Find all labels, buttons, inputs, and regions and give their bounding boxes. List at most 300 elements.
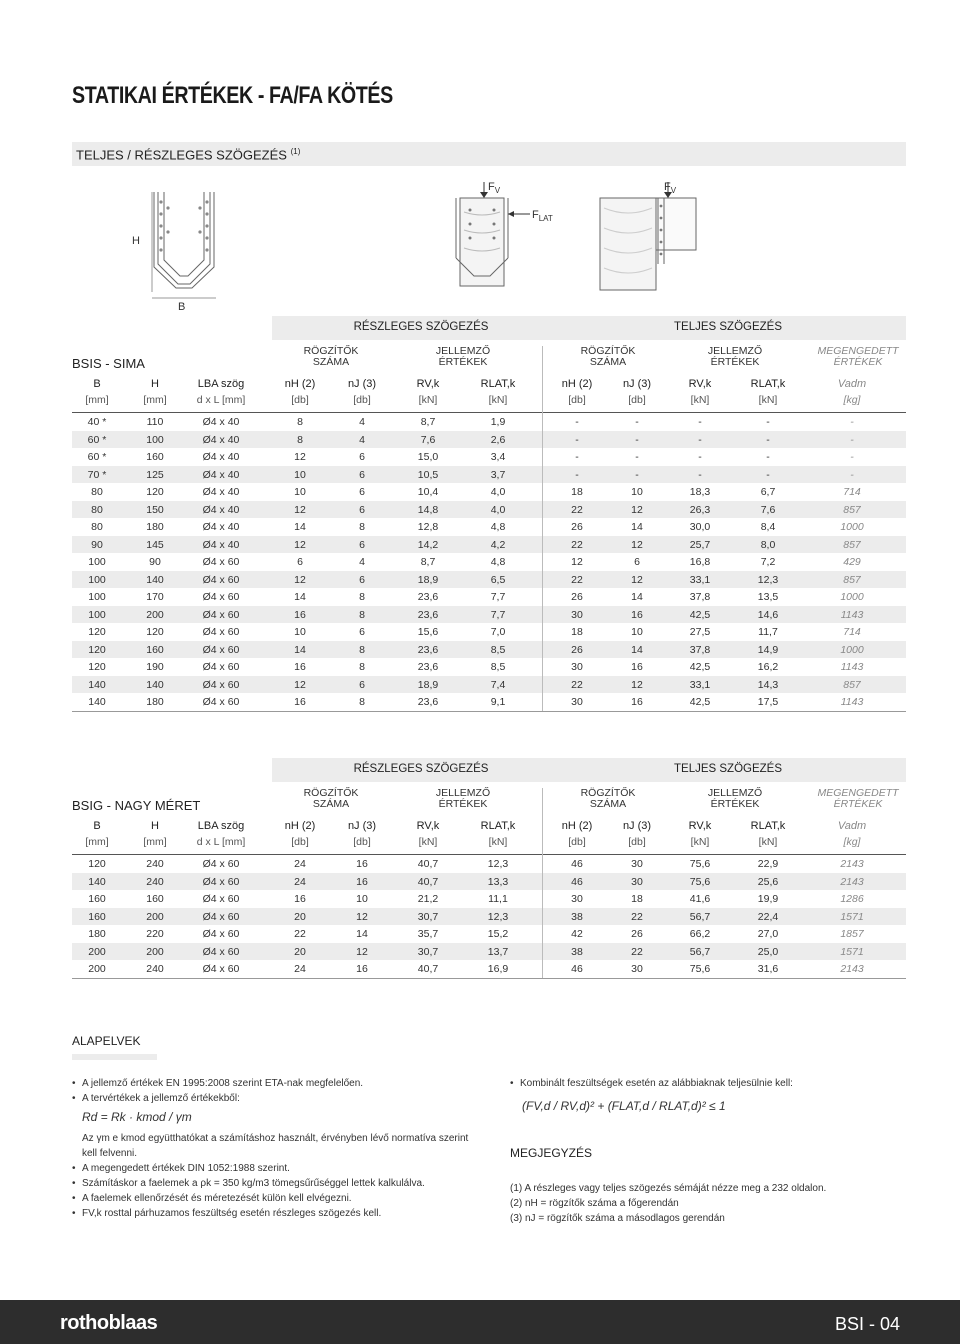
column-header: nH (2) bbox=[561, 820, 593, 832]
table-row bbox=[72, 676, 906, 694]
table-row bbox=[72, 518, 906, 536]
table-cell: 22,4 bbox=[757, 910, 779, 923]
table-cell: - bbox=[698, 468, 702, 481]
table-cell: 42,5 bbox=[689, 696, 711, 708]
table-cell: Ø4 x 40 bbox=[202, 433, 240, 446]
table-cell: 23,6 bbox=[417, 696, 439, 708]
table-cell: 12,3 bbox=[487, 910, 509, 923]
column-header: RV,k bbox=[688, 378, 712, 390]
table-cell: Ø4 x 60 bbox=[202, 928, 240, 940]
table-cell: 46 bbox=[571, 875, 583, 888]
table-cell: 2143 bbox=[840, 875, 864, 888]
combined-formula: (FV,d / RV,d)² + (FLAT,d / RLAT,d)² ≤ 1 bbox=[522, 1099, 726, 1113]
table-cell: 857 bbox=[843, 573, 861, 586]
table-cell: 1000 bbox=[840, 591, 864, 603]
table-cell: 13,7 bbox=[487, 945, 509, 958]
table-cell: 1143 bbox=[840, 661, 864, 673]
table-cell: 6 bbox=[359, 678, 365, 691]
table-cell: 22 bbox=[571, 503, 583, 516]
table-cell: 1286 bbox=[840, 893, 864, 905]
table-cell: 6 bbox=[634, 556, 640, 568]
table-cell: 60 * bbox=[87, 451, 107, 463]
table-cell: 10 bbox=[631, 486, 643, 498]
table-cell: 12 bbox=[294, 678, 306, 691]
table-cell: 7,6 bbox=[420, 433, 436, 446]
table-cell: 12 bbox=[356, 910, 368, 923]
table-cell: 40,7 bbox=[417, 963, 439, 975]
table-cell: 60 * bbox=[87, 433, 107, 446]
table-cell: 16,8 bbox=[689, 556, 711, 568]
table-row bbox=[72, 658, 906, 676]
table-cell: 75,6 bbox=[689, 875, 711, 888]
table-name: BSIS - SIMA bbox=[72, 356, 145, 371]
table-row bbox=[72, 536, 906, 554]
table-row bbox=[72, 855, 906, 873]
table-cell: 16,2 bbox=[757, 661, 779, 673]
table-cell: Ø4 x 60 bbox=[202, 875, 240, 888]
table-cell: 30 bbox=[631, 875, 643, 888]
table-cell: 125 bbox=[146, 468, 164, 481]
table-cell: 8 bbox=[359, 643, 365, 656]
table-cell: 1000 bbox=[840, 521, 864, 533]
column-group-label: MEGENGEDETT ÉRTÉKEK bbox=[817, 787, 899, 810]
table-cell: 31,6 bbox=[757, 963, 779, 975]
table-cell: 6 bbox=[359, 503, 365, 516]
column-unit: [kN] bbox=[758, 394, 778, 406]
table-cell: Ø4 x 40 bbox=[202, 416, 240, 428]
table-row bbox=[72, 623, 906, 641]
table-row bbox=[72, 483, 906, 501]
table-cell: 8 bbox=[297, 433, 303, 446]
table-cell: 10 bbox=[631, 626, 643, 638]
table-cell: Ø4 x 60 bbox=[202, 893, 240, 905]
table-cell: 80 bbox=[91, 521, 103, 533]
table-cell: 6,5 bbox=[490, 573, 506, 586]
column-header: B bbox=[93, 378, 101, 390]
table-cell: Ø4 x 60 bbox=[202, 945, 240, 958]
column-unit: [mm] bbox=[143, 394, 167, 406]
table-cell: 7,2 bbox=[760, 556, 776, 568]
table-cell: 23,6 bbox=[417, 643, 439, 656]
table-cell: Ø4 x 60 bbox=[202, 573, 240, 586]
table-cell: 120 bbox=[88, 661, 106, 673]
section-subtitle: TELJES / RÉSZLEGES SZÖGEZÉS $^{(1)}$ bbox=[76, 147, 301, 163]
table-cell: 37,8 bbox=[689, 643, 711, 656]
table-cell: 90 bbox=[91, 538, 103, 551]
table-cell: 70 * bbox=[87, 468, 107, 481]
connector-diagram bbox=[72, 172, 906, 318]
table-bottom-rule bbox=[72, 978, 906, 979]
table-cell: 56,7 bbox=[689, 945, 711, 958]
table-row bbox=[72, 413, 906, 431]
table-cell: 8,4 bbox=[760, 521, 776, 533]
table-cell: 240 bbox=[146, 963, 164, 975]
column-header: nJ (3) bbox=[347, 820, 377, 832]
table-cell: 10 bbox=[356, 893, 368, 905]
table-cell: 2,6 bbox=[490, 433, 506, 446]
table-cell: 22 bbox=[631, 910, 643, 923]
table-cell: 7,0 bbox=[490, 626, 506, 638]
table-cell: 14,3 bbox=[757, 678, 779, 691]
table-cell: 20 bbox=[294, 910, 306, 923]
table-cell: 30 bbox=[571, 608, 583, 621]
table-cell: - bbox=[698, 416, 702, 428]
note-item: (2) nH = rögzítők száma a főgerendán bbox=[510, 1198, 679, 1209]
column-unit: [db] bbox=[291, 394, 309, 406]
table-cell: 27,5 bbox=[689, 626, 711, 638]
table-row bbox=[72, 571, 906, 589]
table-cell: Ø4 x 60 bbox=[202, 858, 240, 870]
column-group-label: JELLEMZŐ ÉRTÉKEK bbox=[435, 787, 491, 810]
table-cell: 1143 bbox=[840, 608, 864, 621]
table-cell: 12 bbox=[631, 678, 643, 691]
table-cell: 857 bbox=[843, 503, 861, 516]
column-header: H bbox=[151, 820, 159, 832]
table-cell: 110 bbox=[146, 416, 164, 428]
table-cell: 75,6 bbox=[689, 963, 711, 975]
beam-section-partial bbox=[456, 198, 508, 286]
section-subtitle-bar bbox=[72, 142, 906, 166]
column-unit: [kN] bbox=[758, 836, 778, 848]
column-header: Vadm bbox=[837, 820, 867, 832]
table-cell: - bbox=[766, 416, 770, 428]
column-unit: d x L [mm] bbox=[196, 394, 246, 406]
column-group-label: RÖGZÍTŐK SZÁMA bbox=[303, 345, 359, 368]
table-cell: - bbox=[635, 433, 639, 446]
table-cell: 22 bbox=[294, 928, 306, 940]
table-cell: 22,9 bbox=[757, 858, 779, 870]
table-cell: 37,8 bbox=[689, 591, 711, 603]
table-cell: Ø4 x 40 bbox=[202, 521, 240, 533]
table-cell: 21,2 bbox=[417, 893, 439, 905]
table-cell: 145 bbox=[146, 538, 164, 551]
table-cell: 18,9 bbox=[417, 573, 439, 586]
table-cell: - bbox=[575, 416, 579, 428]
column-unit: [kN] bbox=[488, 836, 508, 848]
column-unit: [mm] bbox=[85, 394, 109, 406]
svg-text:FV: $F_V$ bbox=[664, 181, 677, 195]
table-cell: 220 bbox=[146, 928, 164, 940]
principle-item: • Számításkor a faelemek a ρk = 350 kg/m3 tömegsűrűséggel lettek kalkulálva. bbox=[72, 1176, 472, 1191]
column-unit: [db] bbox=[353, 394, 371, 406]
table-cell: 1,9 bbox=[490, 416, 506, 428]
table-cell: Ø4 x 40 bbox=[202, 451, 240, 463]
table-cell: 1143 bbox=[840, 696, 864, 708]
table-cell: 10,4 bbox=[417, 486, 439, 498]
table-cell: 8,5 bbox=[490, 643, 506, 656]
column-unit: [db] bbox=[628, 394, 646, 406]
table-cell: - bbox=[575, 433, 579, 446]
page-title: STATIKAI ÉRTÉKEK - FA/FA KÖTÉS bbox=[72, 82, 393, 109]
group-partial-header: RÉSZLEGES SZÖGEZÉS bbox=[272, 316, 570, 340]
table-cell: 16 bbox=[631, 608, 643, 621]
table-cell: 7,6 bbox=[760, 503, 776, 516]
table-cell: 35,7 bbox=[417, 928, 439, 940]
table-cell: 4,8 bbox=[490, 556, 506, 568]
table-name: BSIG - NAGY MÉRET bbox=[72, 798, 201, 813]
table-cell: 15,2 bbox=[487, 928, 509, 940]
table-cell: 12,3 bbox=[757, 573, 779, 586]
table-cell: 180 bbox=[88, 928, 106, 940]
table-cell: 1571 bbox=[840, 910, 864, 923]
table-cell: 9,1 bbox=[490, 696, 506, 708]
column-header: RLAT,k bbox=[750, 820, 786, 832]
table-cell: 41,6 bbox=[689, 893, 711, 905]
principle-item: Az γm e kmod együtthatókat a számításhoz használt, érvényben lévő normatíva szerint kell felvenni. bbox=[82, 1133, 469, 1159]
table-cell: 8,7 bbox=[420, 556, 436, 568]
column-unit: [mm] bbox=[143, 836, 167, 848]
column-unit: [kg] bbox=[843, 394, 861, 406]
table-cell: 100 bbox=[146, 433, 164, 446]
table-cell: 120 bbox=[88, 858, 106, 870]
group-partial-header: RÉSZLEGES SZÖGEZÉS bbox=[272, 758, 570, 782]
principles-heading: ALAPELVEK bbox=[72, 1034, 141, 1048]
table-cell: 46 bbox=[571, 963, 583, 975]
table-cell: 22 bbox=[571, 538, 583, 551]
table-cell: 6 bbox=[359, 451, 365, 463]
table-cell: - bbox=[850, 416, 854, 428]
table-cell: 14,2 bbox=[417, 538, 439, 551]
table-cell: 140 bbox=[88, 696, 106, 708]
table-cell: 857 bbox=[843, 678, 861, 691]
table-cell: 24 bbox=[294, 963, 306, 975]
column-group-label: RÖGZÍTŐK SZÁMA bbox=[580, 787, 636, 810]
beam-side-full bbox=[600, 198, 696, 290]
table-cell: - bbox=[575, 468, 579, 481]
column-header: RV,k bbox=[416, 820, 440, 832]
table-row bbox=[72, 588, 906, 606]
table-cell: Ø4 x 40 bbox=[202, 468, 240, 481]
table-cell: 10 bbox=[294, 486, 306, 498]
table-cell: 4 bbox=[359, 433, 365, 446]
table-row bbox=[72, 890, 906, 908]
note-item: (1) A részleges vagy teljes szögezés sémáját nézze meg a 232 oldalon. bbox=[510, 1183, 827, 1194]
table-cell: 20 bbox=[294, 945, 306, 958]
table-cell: 12,8 bbox=[417, 521, 439, 533]
table-row bbox=[72, 466, 906, 484]
table-cell: 30,0 bbox=[689, 521, 711, 533]
column-group-label: JELLEMZŐ ÉRTÉKEK bbox=[707, 345, 763, 368]
table-cell: 714 bbox=[843, 626, 861, 638]
group-full-header: TELJES SZÖGEZÉS bbox=[550, 316, 906, 340]
table-cell: - bbox=[850, 468, 854, 481]
table-cell: 30 bbox=[571, 696, 583, 708]
table-cell: Ø4 x 60 bbox=[202, 678, 240, 691]
table-cell: - bbox=[635, 451, 639, 463]
column-group-label: RÖGZÍTŐK SZÁMA bbox=[303, 787, 359, 810]
table-row bbox=[72, 960, 906, 978]
table-cell: 12 bbox=[631, 538, 643, 551]
table-cell: Ø4 x 40 bbox=[202, 486, 240, 498]
column-unit: [kg] bbox=[843, 836, 861, 848]
table-cell: 24 bbox=[294, 858, 306, 870]
table-cell: 180 bbox=[146, 521, 164, 533]
table-cell: 16 bbox=[294, 661, 306, 673]
column-unit: [db] bbox=[568, 394, 586, 406]
table-cell: - bbox=[850, 433, 854, 446]
table-cell: 80 bbox=[91, 503, 103, 516]
table-cell: 200 bbox=[146, 608, 164, 621]
table-cell: 7,7 bbox=[490, 608, 506, 621]
table-cell: 180 bbox=[146, 696, 164, 708]
table-cell: 11,1 bbox=[488, 893, 508, 905]
table-cell: 857 bbox=[843, 538, 861, 551]
table-cell: 33,1 bbox=[689, 573, 711, 586]
table-cell: 30 bbox=[631, 963, 643, 975]
column-unit: [db] bbox=[353, 836, 371, 848]
table-cell: 22 bbox=[571, 573, 583, 586]
table-cell: 429 bbox=[843, 556, 861, 568]
table-cell: 30 bbox=[631, 858, 643, 870]
table-cell: 240 bbox=[146, 858, 164, 870]
principle-item: • A tervértékek a jellemző értékekből: bbox=[72, 1091, 472, 1106]
table-cell: 12 bbox=[631, 503, 643, 516]
table-row bbox=[72, 943, 906, 961]
svg-text:B: B bbox=[178, 301, 186, 313]
table-cell: Ø4 x 60 bbox=[202, 608, 240, 621]
table-cell: 12 bbox=[571, 556, 583, 568]
table-cell: 4 bbox=[359, 556, 365, 568]
table-cell: 200 bbox=[146, 945, 164, 958]
table-cell: 14,6 bbox=[757, 608, 779, 621]
table-row bbox=[72, 693, 906, 711]
table-cell: 6,7 bbox=[760, 486, 776, 498]
table-cell: 17,5 bbox=[757, 696, 779, 708]
column-unit: d x L [mm] bbox=[196, 836, 246, 848]
table-cell: 40 * bbox=[87, 416, 107, 428]
brand-logo: rothoblaas bbox=[60, 1312, 158, 1334]
column-group-label: JELLEMZŐ ÉRTÉKEK bbox=[435, 345, 491, 368]
table-cell: - bbox=[635, 468, 639, 481]
table-cell: 100 bbox=[88, 556, 106, 568]
table-cell: Ø4 x 60 bbox=[202, 591, 240, 603]
table-cell: 40,7 bbox=[417, 875, 439, 888]
table-cell: 160 bbox=[146, 893, 164, 905]
table-cell: 16 bbox=[294, 696, 306, 708]
table-cell: 25,7 bbox=[689, 538, 711, 551]
table-cell: 11,7 bbox=[758, 626, 778, 638]
table-cell: 1000 bbox=[840, 643, 864, 656]
table-cell: - bbox=[698, 451, 702, 463]
table-cell: 190 bbox=[146, 661, 164, 673]
table-cell: 7,4 bbox=[490, 678, 506, 691]
table-cell: 23,6 bbox=[417, 608, 439, 621]
column-unit: [kN] bbox=[488, 394, 508, 406]
table-cell: 120 bbox=[146, 626, 164, 638]
table-cell: Ø4 x 60 bbox=[202, 661, 240, 673]
column-header: nH (2) bbox=[284, 820, 316, 832]
table-cell: 18,9 bbox=[417, 678, 439, 691]
table-cell: 14 bbox=[294, 643, 306, 656]
column-header: nH (2) bbox=[561, 378, 593, 390]
column-header: B bbox=[93, 820, 101, 832]
table-cell: 6 bbox=[359, 538, 365, 551]
column-header: nH (2) bbox=[284, 378, 316, 390]
table-cell: 100 bbox=[88, 591, 106, 603]
table-cell: 2143 bbox=[840, 858, 864, 870]
column-header: RV,k bbox=[416, 378, 440, 390]
table-cell: 160 bbox=[88, 893, 106, 905]
principles-left bbox=[72, 1076, 472, 1221]
table-cell: 30 bbox=[571, 893, 583, 905]
table-cell: 18,3 bbox=[689, 486, 711, 498]
table-cell: 140 bbox=[146, 678, 164, 691]
table-cell: - bbox=[850, 451, 854, 463]
table-row bbox=[72, 641, 906, 659]
table-cell: 13,5 bbox=[757, 591, 779, 603]
table-row bbox=[72, 925, 906, 943]
group-divider bbox=[542, 346, 543, 711]
note-item: (3) nJ = rögzítők száma a másodlagos gerendán bbox=[510, 1213, 725, 1224]
table-cell: 100 bbox=[88, 608, 106, 621]
column-unit: [kN] bbox=[690, 394, 710, 406]
table-cell: 4 bbox=[359, 416, 365, 428]
table-row bbox=[72, 501, 906, 519]
table-cell: - bbox=[766, 451, 770, 463]
table-cell: 13,3 bbox=[487, 875, 509, 888]
table-cell: Ø4 x 60 bbox=[202, 643, 240, 656]
table-cell: 170 bbox=[146, 591, 164, 603]
table-cell: 160 bbox=[146, 643, 164, 656]
table-cell: 8,5 bbox=[490, 661, 506, 673]
column-group-label: MEGENGEDETT ÉRTÉKEK bbox=[817, 345, 899, 368]
principle-item: • A megengedett értékek DIN 1052:1988 szerint. bbox=[72, 1161, 472, 1176]
column-header: LBA szög bbox=[197, 378, 245, 390]
design-formula: Rd = Rk · kmod / γm bbox=[82, 1110, 192, 1124]
footer-bar bbox=[0, 1300, 960, 1344]
table-cell: 26 bbox=[571, 521, 583, 533]
principle-item: • A faelemek ellenőrzését és méretezését külön kell elvégezni. bbox=[72, 1191, 472, 1206]
table-cell: 714 bbox=[843, 486, 861, 498]
table-cell: 8 bbox=[359, 608, 365, 621]
table-cell: 16 bbox=[631, 661, 643, 673]
column-header: RLAT,k bbox=[480, 378, 516, 390]
column-header: RV,k bbox=[688, 820, 712, 832]
table-cell: 7,7 bbox=[490, 591, 506, 603]
table-cell: 25,0 bbox=[757, 945, 779, 958]
table-cell: - bbox=[575, 451, 579, 463]
table-cell: 14,8 bbox=[417, 503, 439, 516]
table-cell: 240 bbox=[146, 875, 164, 888]
table-cell: 140 bbox=[88, 875, 106, 888]
table-row bbox=[72, 553, 906, 571]
table-cell: 120 bbox=[146, 486, 164, 498]
table-cell: 6 bbox=[359, 486, 365, 498]
table-cell: 160 bbox=[88, 910, 106, 923]
column-unit: [kN] bbox=[418, 394, 438, 406]
table-cell: 4,0 bbox=[490, 486, 506, 498]
column-unit: [kN] bbox=[690, 836, 710, 848]
svg-text:FLAT: $F_{LAT}$ bbox=[532, 209, 553, 223]
table-cell: 14 bbox=[631, 591, 643, 603]
table-cell: 140 bbox=[88, 678, 106, 691]
column-header: nJ (3) bbox=[622, 820, 652, 832]
table-cell: Ø4 x 60 bbox=[202, 626, 240, 638]
table-cell: 24 bbox=[294, 875, 306, 888]
table-cell: 8 bbox=[359, 696, 365, 708]
table-cell: 15,6 bbox=[417, 626, 439, 638]
table-cell: 8,0 bbox=[760, 538, 776, 551]
table-cell: 16 bbox=[294, 608, 306, 621]
column-header: RLAT,k bbox=[480, 820, 516, 832]
table-cell: 6 bbox=[359, 626, 365, 638]
column-unit: [db] bbox=[628, 836, 646, 848]
table-cell: 8 bbox=[359, 661, 365, 673]
group-divider bbox=[542, 788, 543, 978]
table-cell: 100 bbox=[88, 573, 106, 586]
table-row bbox=[72, 873, 906, 891]
table-cell: 10,5 bbox=[417, 468, 439, 481]
